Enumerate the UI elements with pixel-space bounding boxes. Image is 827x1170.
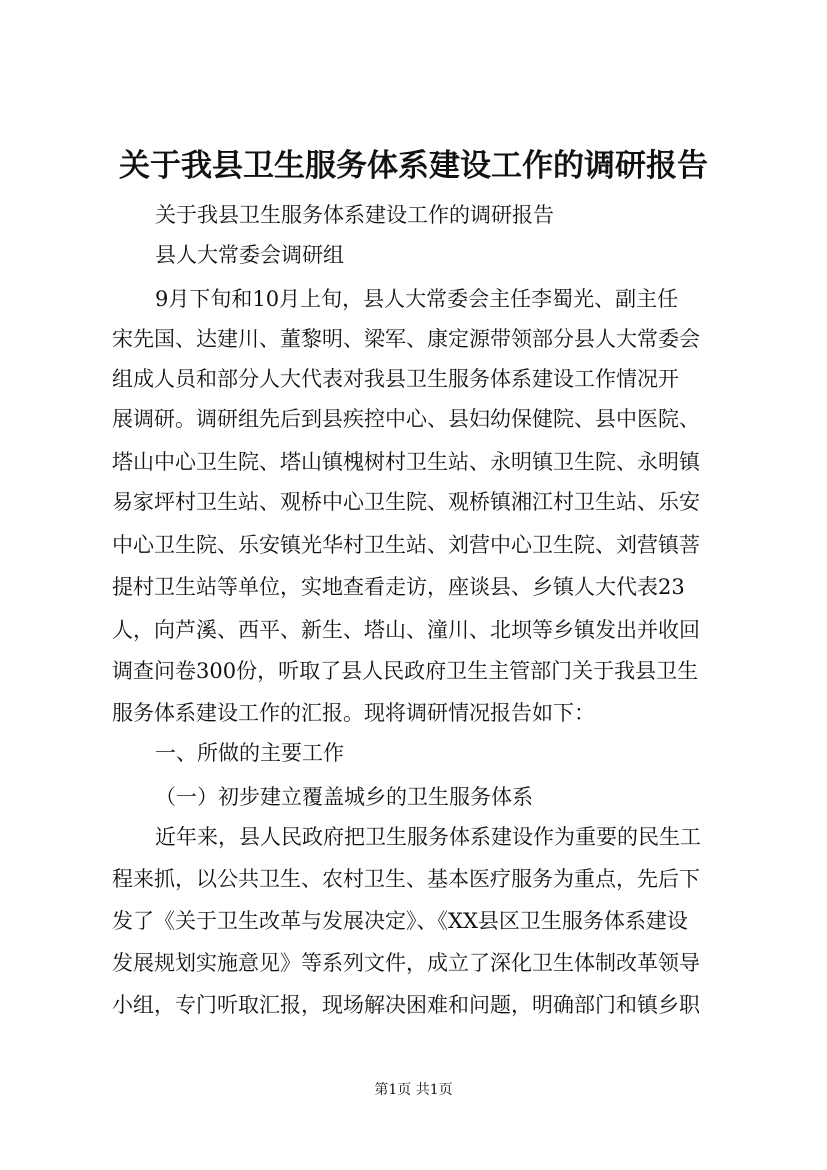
paragraph-line: 展调研。调研组先后到县疾控中心、县妇幼保健院、县中医院、	[112, 407, 700, 431]
page-number-footer: 第1页 共1页	[374, 1082, 453, 1098]
paragraph-line: 程来抓，以公共卫生、农村卫生、基本医疗服务为重点，先后下	[112, 867, 700, 891]
paragraph-line: 塔山中心卫生院、塔山镇槐树村卫生站、永明镇卫生院、永明镇	[112, 450, 700, 474]
paragraph-line: 易家坪村卫生站、观桥中心卫生院、观桥镇湘江村卫生站、乐安	[112, 490, 700, 514]
subsection-heading: （一）初步建立覆盖城乡的卫生服务体系	[155, 785, 533, 809]
paragraph-line: 近年来，县人民政府把卫生服务体系建设作为重要的民生工	[155, 825, 701, 849]
paragraph-line: 提村卫生站等单位，实地查看走访，座谈县、乡镇人大代表23	[112, 575, 685, 599]
paragraph-line: 服务体系建设工作的汇报。现将调研情况报告如下：	[112, 701, 595, 725]
document-title: 关于我县卫生服务体系建设工作的调研报告	[119, 148, 708, 184]
section-heading: 一、所做的主要工作	[155, 741, 344, 765]
paragraph-line: 组成人员和部分人大代表对我县卫生服务体系建设工作情况开	[112, 367, 679, 391]
report-subtitle: 关于我县卫生服务体系建设工作的调研报告	[155, 203, 554, 227]
paragraph-line: 宋先国、达建川、董黎明、梁军、康定源带领部分县人大常委会	[112, 327, 700, 351]
paragraph-line: 发展规划实施意见》等系列文件，成立了深化卫生体制改革领导	[112, 951, 700, 975]
paragraph-line: 调查问卷300份，听取了县人民政府卫生主管部门关于我县卫生	[112, 659, 699, 683]
paragraph-line: 人，向芦溪、西平、新生、塔山、潼川、北坝等乡镇发出并收回	[112, 618, 700, 642]
author-line: 县人大常委会调研组	[155, 243, 344, 267]
paragraph-line: 中心卫生院、乐安镇光华村卫生站、刘营中心卫生院、刘营镇菩	[112, 533, 700, 557]
paragraph-line: 小组，专门听取汇报，现场解决困难和问题，明确部门和镇乡职	[112, 993, 700, 1017]
paragraph-line: 发了《关于卫生改革与发展决定》、《XX县区卫生服务体系建设	[112, 909, 688, 933]
paragraph-line: 9月下旬和10月上旬，县人大常委会主任李蜀光、副主任	[155, 287, 679, 311]
